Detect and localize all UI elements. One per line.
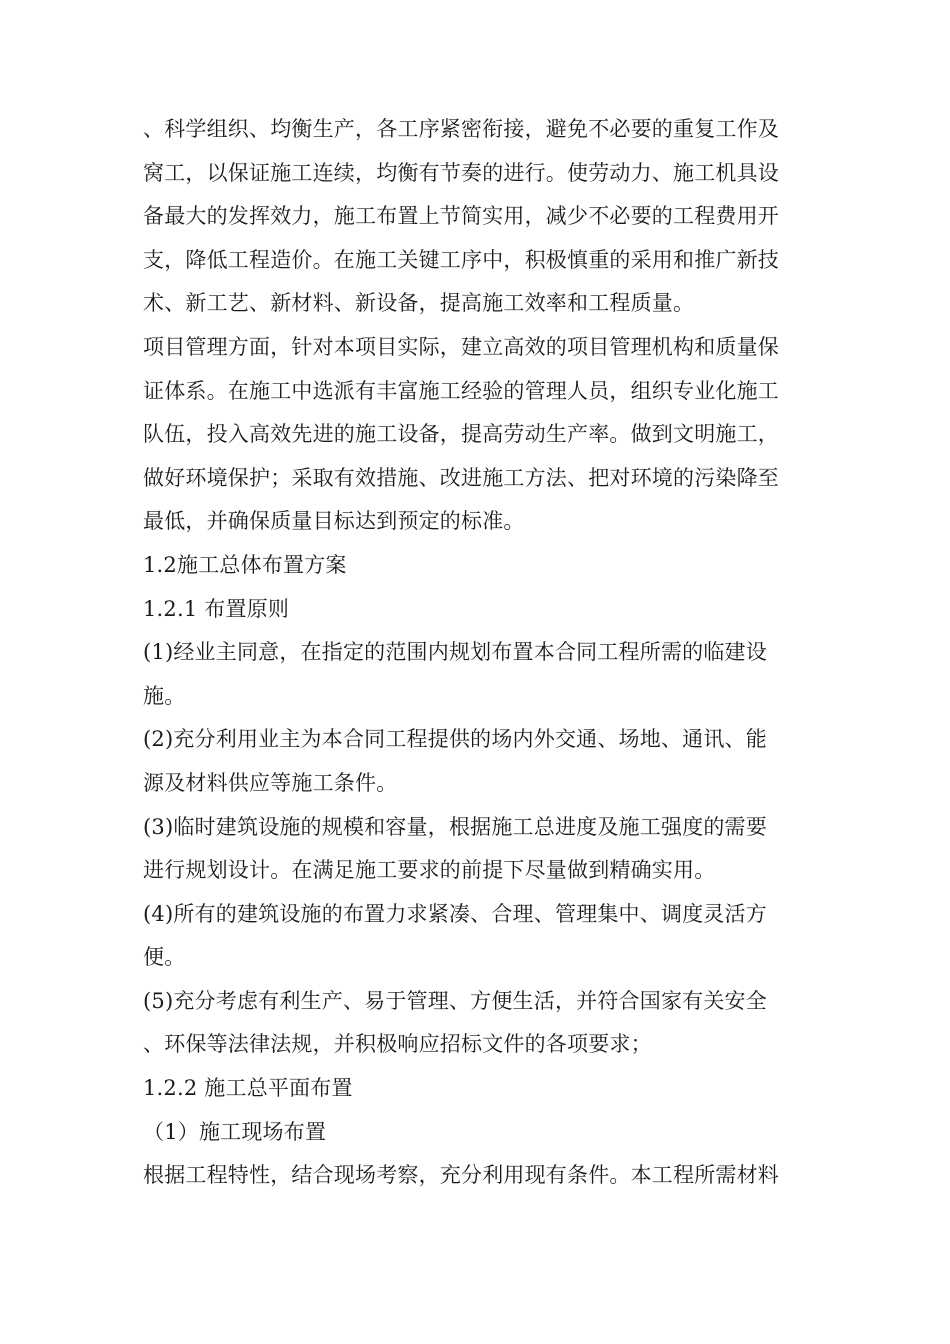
text-line: 队伍，投入高效先进的施工设备，提高劳动生产率。做到文明施工，	[143, 422, 779, 447]
text-line: (3)临时建筑设施的规模和容量，根据施工总进度及施工强度的需要	[143, 814, 767, 839]
text-line: 最低，并确保质量目标达到预定的标准。	[143, 509, 525, 534]
text-line: 备最大的发挥效力，施工布置上节简实用，减少不必要的工程费用开	[143, 204, 779, 229]
text-line: 源及材料供应等施工条件。	[143, 770, 398, 795]
text-line: 窝工，以保证施工连续，均衡有节奏的进行。使劳动力、施工机具设	[143, 160, 779, 185]
item-heading: （1）施工现场布置	[143, 1119, 327, 1144]
section-heading: 1.2施工总体布置方案	[143, 552, 347, 577]
subsection-heading: 1.2.2 施工总平面布置	[143, 1076, 353, 1101]
text-line: 施。	[143, 683, 186, 708]
subsection-heading: 1.2.1 布置原则	[143, 596, 290, 621]
text-line: (1)经业主同意，在指定的范围内规划布置本合同工程所需的临建设	[143, 640, 767, 665]
text-line: 支，降低工程造价。在施工关键工序中，积极慎重的采用和推广新技	[143, 247, 779, 272]
text-line: 、环保等法律法规，并积极响应招标文件的各项要求；	[143, 1032, 652, 1057]
text-line: 进行规划设计。在满足施工要求的前提下尽量做到精确实用。	[143, 858, 716, 883]
text-line: 做好环境保护；采取有效措施、改进施工方法、把对环境的污染降至	[143, 465, 779, 490]
text-line: (4)所有的建筑设施的布置力求紧凑、合理、管理集中、调度灵活方	[143, 901, 767, 926]
document-body	[143, 108, 813, 1198]
text-line: 、科学组织、均衡生产，各工序紧密衔接，避免不必要的重复工作及	[143, 117, 779, 141]
text-line: 便。	[143, 945, 186, 970]
text-line: (5)充分考虑有利生产、易于管理、方便生活，并符合国家有关安全	[143, 988, 767, 1013]
text-line: 根据工程特性，结合现场考察，充分利用现有条件。本工程所需材料	[143, 1163, 779, 1188]
text-line: (2)充分利用业主为本合同工程提供的场内外交通、场地、通讯、能	[143, 727, 767, 752]
text-line: 项目管理方面，针对本项目实际，建立高效的项目管理机构和质量保	[143, 334, 779, 359]
text-line: 术、新工艺、新材料、新设备，提高施工效率和工程质量。	[143, 291, 695, 316]
text-line: 证体系。在施工中选派有丰富施工经验的管理人员，组织专业化施工	[143, 378, 779, 403]
